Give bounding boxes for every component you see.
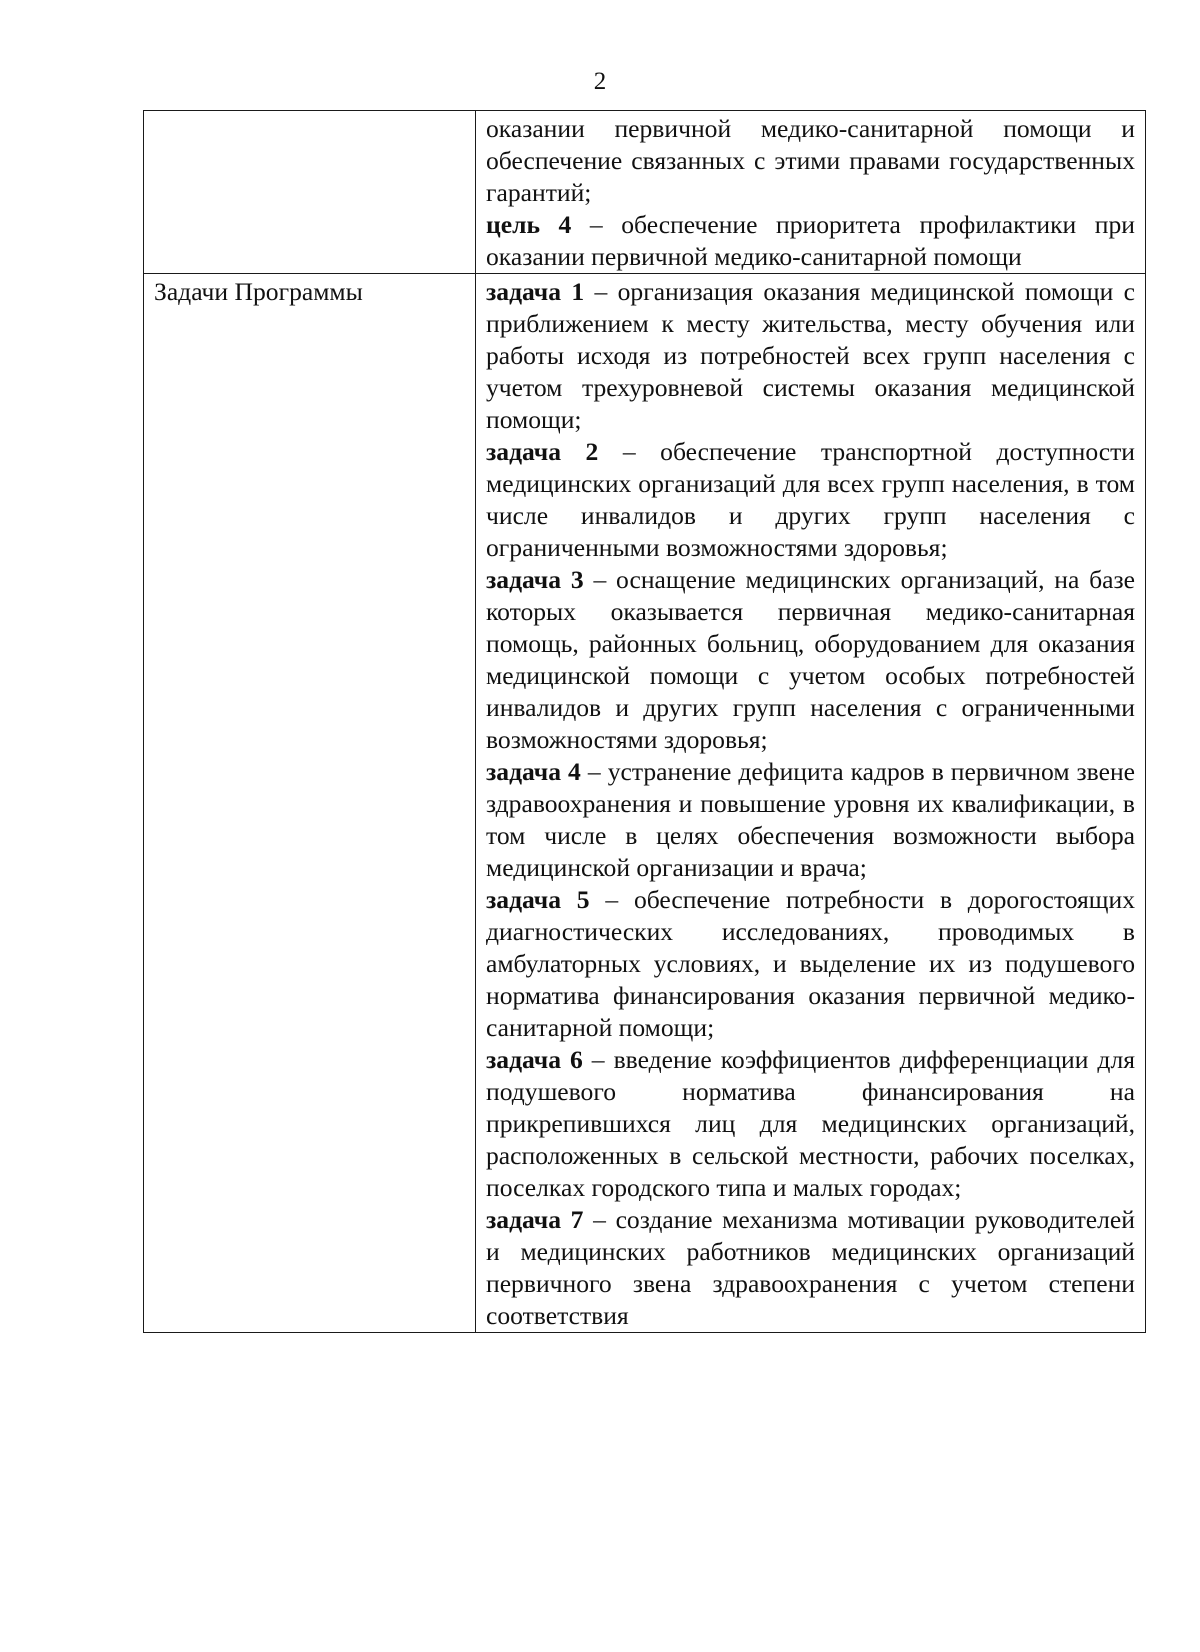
- table-row: [144, 111, 1146, 274]
- task-text: – введение коэффициентов дифференциации для подушевого норматива финансирования на прикрепившихся лиц для медицинских организаций, расположенных в сельской местности, рабочих поселках, поселках городского типа и малых городах;: [486, 1045, 1135, 1202]
- task-lead: задача 1: [486, 277, 585, 306]
- task-lead: задача 4: [486, 757, 581, 786]
- task-text: – обеспечение транспортной доступности медицинских организаций для всех групп населения, в том числе инвалидов и других групп населения с ограниченными возможностями здоровья;: [486, 437, 1135, 562]
- task-lead: задача 3: [486, 565, 584, 594]
- paragraph-text: оказании первичной медико-санитарной помощи и обеспечение связанных с этими правами государственных гарантий;: [486, 114, 1135, 207]
- page-number: 2: [593, 68, 607, 95]
- task-text: – устранение дефицита кадров в первичном звене здравоохранения и повышение уровня их квалификации, в том числе в целях обеспечения возможности выбора медицинской организации и врача;: [486, 757, 1135, 882]
- task-paragraph: [486, 436, 1135, 564]
- task-lead: задача 7: [486, 1205, 584, 1234]
- task-paragraph: [486, 564, 1135, 756]
- paragraph-lead: цель 4: [486, 210, 572, 239]
- row-value: [476, 274, 1146, 1333]
- task-text: – создание механизма мотивации руководителей и медицинских работников медицинских организаций первичного звена здравоохранения с учетом степени соответствия: [486, 1205, 1135, 1330]
- task-paragraph: [486, 1204, 1135, 1332]
- table-row: [144, 274, 1146, 1333]
- paragraph: [486, 209, 1135, 273]
- task-text: – обеспечение потребности в дорогостоящих диагностических исследованиях, проводимых в амбулаторных условиях, и выделение их из подушевого норматива финансирования оказания первичной медико-санитарной помощи;: [486, 885, 1135, 1042]
- program-passport-table: [143, 110, 1146, 1333]
- task-lead: задача 6: [486, 1045, 583, 1074]
- task-paragraph: [486, 756, 1135, 884]
- task-lead: задача 5: [486, 885, 590, 914]
- task-text: – организация оказания медицинской помощи с приближением к месту жительства, месту обучения или работы исходя из потребностей всех групп населения с учетом трехуровневой системы оказания медицинской помощи;: [486, 277, 1135, 434]
- task-paragraph: [486, 884, 1135, 1044]
- task-paragraph: [486, 276, 1135, 436]
- task-paragraph: [486, 1044, 1135, 1204]
- row-label: Задачи Программы: [144, 274, 476, 1333]
- row-value: [476, 111, 1146, 274]
- task-text: – оснащение медицинских организаций, на базе которых оказывается первичная медико-санитарная помощь, районных больниц, оборудованием для оказания медицинской помощи с учетом особых потребностей инвалидов и других групп населения с ограниченными возможностями здоровья;: [486, 565, 1135, 754]
- paragraph-text: – обеспечение приоритета профилактики при оказании первичной медико-санитарной помощи: [486, 210, 1135, 271]
- row-label: [144, 111, 476, 274]
- paragraph: [486, 113, 1135, 209]
- task-lead: задача 2: [486, 437, 599, 466]
